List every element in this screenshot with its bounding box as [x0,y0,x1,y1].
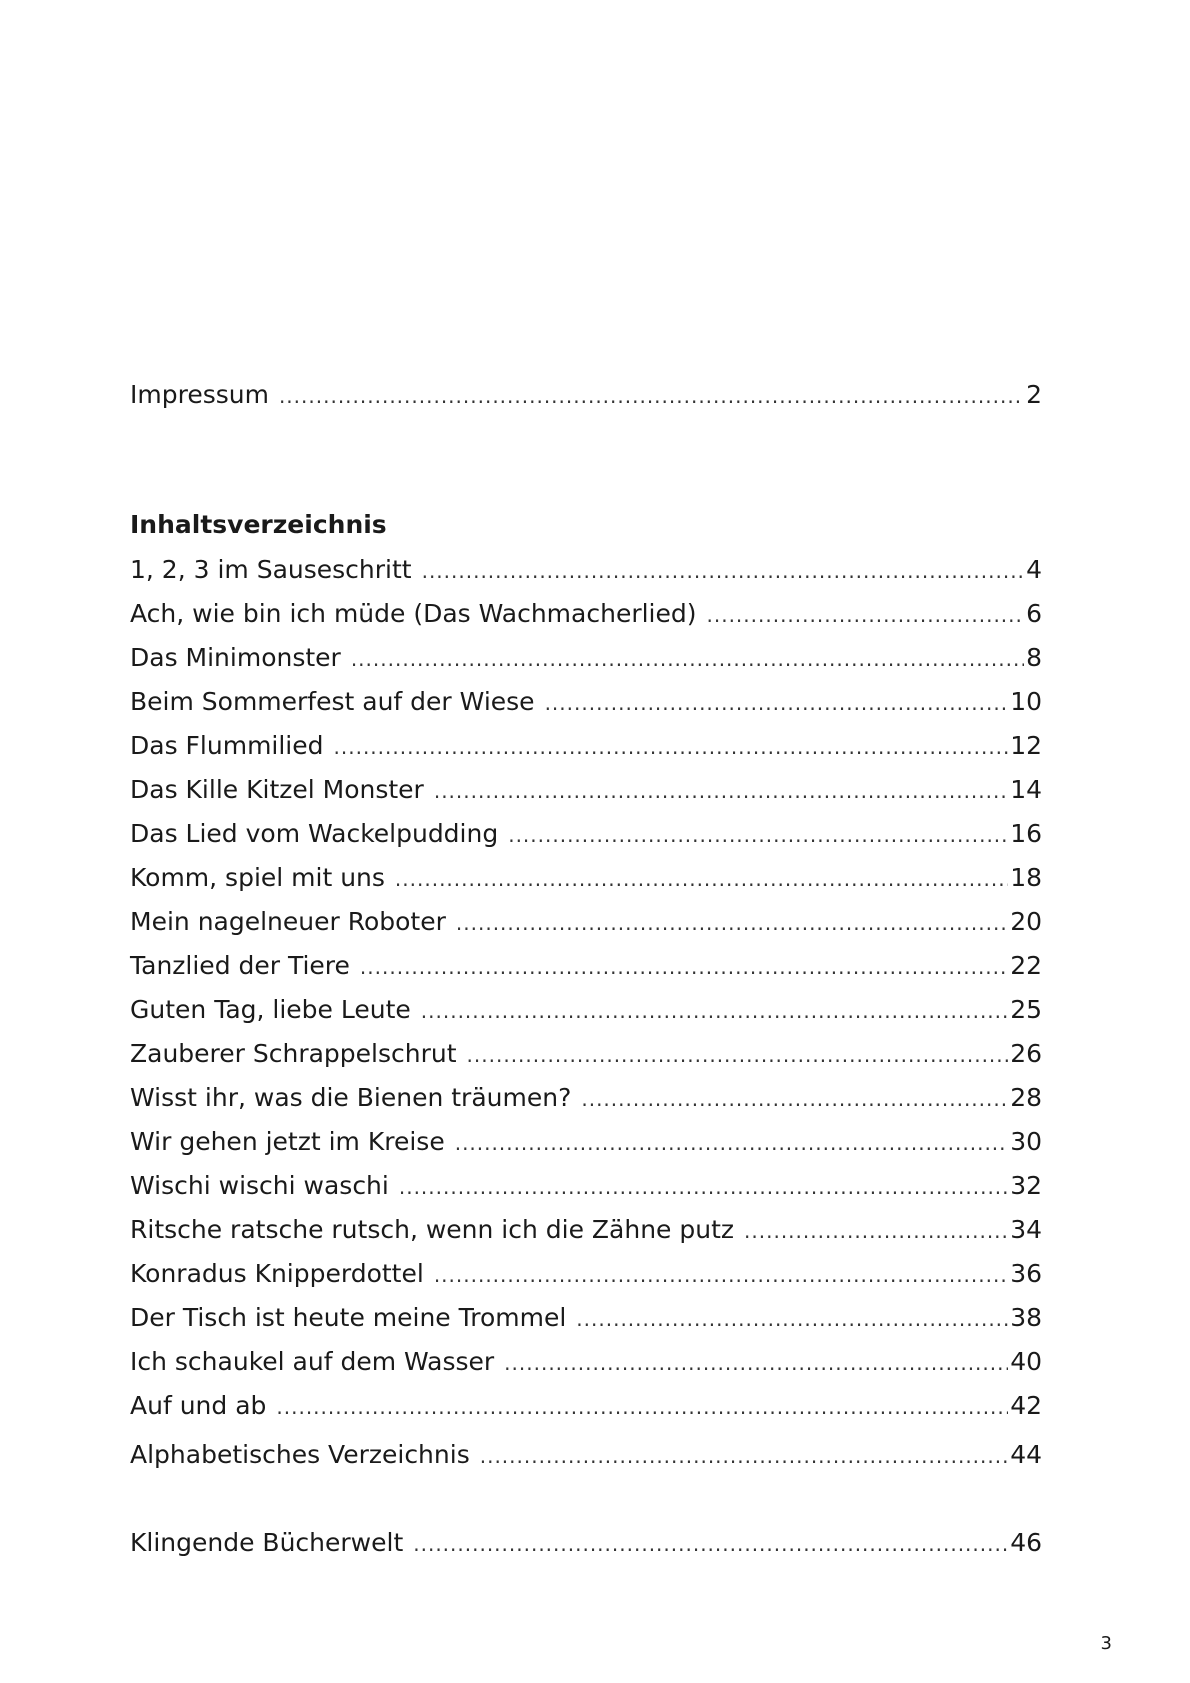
toc-entry[interactable] [130,594,1042,634]
toc-page-number: 44 [1010,1440,1042,1469]
dot-leader [413,1524,1008,1564]
dot-leader [421,991,1008,1031]
toc-page-number: 18 [1010,863,1042,892]
toc-label: 1, 2, 3 im Sauseschritt [130,555,412,584]
dot-leader [508,815,1008,855]
toc-page-number: 20 [1010,907,1042,936]
toc-page-number: 28 [1010,1083,1042,1112]
toc-line-impressum[interactable] [130,375,1042,415]
toc-page-number: 6 [1026,599,1042,628]
toc-label: Das Kille Kitzel Monster [130,775,424,804]
toc-entry[interactable] [130,1298,1042,1338]
toc-entry[interactable] [130,902,1042,942]
dot-leader [480,1436,1008,1476]
toc-entry[interactable] [130,1210,1042,1250]
toc-page-number: 30 [1010,1127,1042,1156]
toc-page-number: 16 [1010,819,1042,848]
toc-entry[interactable] [130,1166,1042,1206]
dot-leader [707,595,1025,635]
dot-leader [351,639,1024,679]
toc-label: Guten Tag, liebe Leute [130,995,411,1024]
dot-leader [504,1343,1008,1383]
toc-page-number: 2 [1026,380,1042,409]
toc-entry[interactable] [130,814,1042,854]
toc-page-number: 12 [1010,731,1042,760]
toc-label: Das Flummilied [130,731,324,760]
toc-label: Komm, spiel mit uns [130,863,385,892]
toc-entry[interactable] [130,638,1042,678]
dot-leader [581,1079,1008,1119]
dot-leader [422,551,1025,591]
toc-line-klingende-buecherwelt[interactable] [130,1523,1042,1563]
toc-line-alphabetical[interactable] [130,1435,1042,1475]
page-number: 3 [1100,1633,1112,1654]
toc-entry[interactable] [130,550,1042,590]
toc-label: Das Lied vom Wackelpudding [130,819,499,848]
toc-page-number: 8 [1026,643,1042,672]
toc-page-number: 32 [1010,1171,1042,1200]
toc-page-number: 42 [1010,1391,1042,1420]
toc-entry[interactable] [130,682,1042,722]
dot-leader [545,683,1009,723]
dot-leader [276,1387,1008,1427]
dot-leader [467,1035,1009,1075]
toc-page-number: 14 [1010,775,1042,804]
toc-entry[interactable] [130,1122,1042,1162]
toc-label: Das Minimonster [130,643,341,672]
dot-leader [744,1211,1008,1251]
dot-leader [360,947,1008,987]
toc-label: Wischi wischi waschi [130,1171,389,1200]
dot-leader [279,376,1024,416]
dot-leader [455,1123,1008,1163]
toc-label: Beim Sommerfest auf der Wiese [130,687,535,716]
toc-page-number: 4 [1026,555,1042,584]
toc-label: Zauberer Schrappelschrut [130,1039,457,1068]
dot-leader [334,727,1009,767]
toc-page-number: 38 [1010,1303,1042,1332]
toc-label: Klingende Bücherwelt [130,1528,404,1557]
toc-page-number: 46 [1010,1528,1042,1557]
toc-page-number: 36 [1010,1259,1042,1288]
toc-label: Ritsche ratsche rutsch, wenn ich die Zähne putz [130,1215,735,1244]
toc-label: Wisst ihr, was die Bienen träumen? [130,1083,572,1112]
dot-leader [434,771,1008,811]
toc-entry[interactable] [130,770,1042,810]
toc-page-number: 22 [1010,951,1042,980]
toc-entry[interactable] [130,726,1042,766]
toc-label: Der Tisch ist heute meine Trommel [130,1303,567,1332]
toc-entry[interactable] [130,1386,1042,1426]
toc-entry[interactable] [130,1034,1042,1074]
dot-leader [399,1167,1008,1207]
toc-label: Tanzlied der Tiere [130,951,350,980]
toc-page-number: 34 [1010,1215,1042,1244]
toc-label: Ich schaukel auf dem Wasser [130,1347,495,1376]
toc-entry[interactable] [130,1254,1042,1294]
toc-page-number: 10 [1010,687,1042,716]
toc-entry[interactable] [130,946,1042,986]
toc-label: Alphabetisches Verzeichnis [130,1440,470,1469]
dot-leader [395,859,1008,899]
toc-label: Mein nagelneuer Roboter [130,907,446,936]
toc-entry[interactable] [130,990,1042,1030]
toc-label: Auf und ab [130,1391,267,1420]
toc-label: Ach, wie bin ich müde (Das Wachmacherlied) [130,599,697,628]
toc-label: Wir gehen jetzt im Kreise [130,1127,445,1156]
toc-page-number: 25 [1010,995,1042,1024]
dot-leader [456,903,1008,943]
toc-heading: Inhaltsverzeichnis [130,510,387,539]
dot-leader [434,1255,1008,1295]
toc-entry[interactable] [130,858,1042,898]
dot-leader [576,1299,1008,1339]
toc-entry[interactable] [130,1078,1042,1118]
toc-page-number: 26 [1010,1039,1042,1068]
toc-label: Impressum [130,380,269,409]
toc-page-number: 40 [1010,1347,1042,1376]
toc-entry[interactable] [130,1342,1042,1382]
toc-label: Konradus Knipperdottel [130,1259,424,1288]
